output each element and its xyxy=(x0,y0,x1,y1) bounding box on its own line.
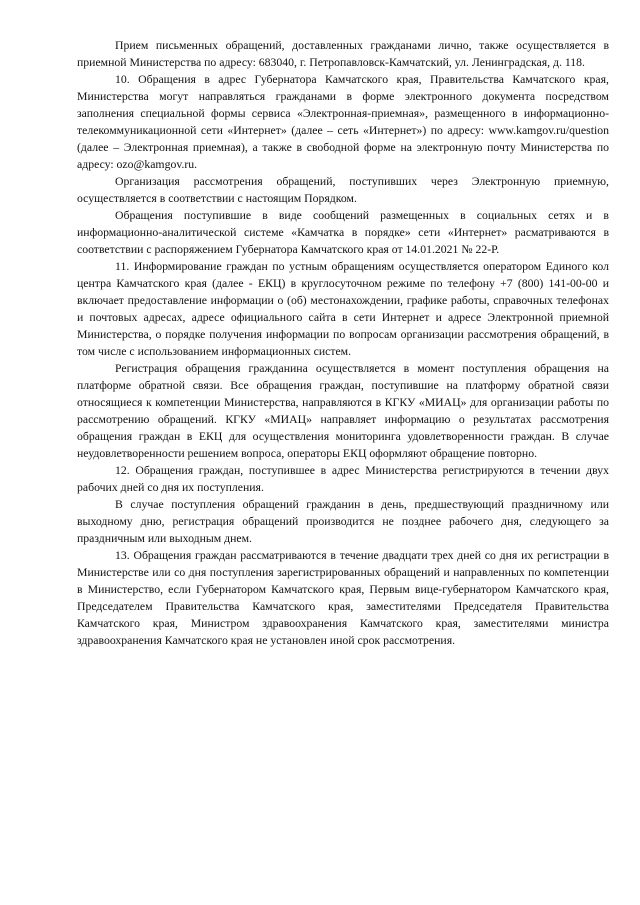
paragraph-electronic-reception-procedure: Организация рассмотрения обращений, поступивших через Электронную приемную, осуществляется в соответствии с настоящим Порядком. xyxy=(77,175,609,205)
paragraph-item-13-review-period: 13. Обращения граждан рассматриваются в течение двадцати трех дней со дня их регистрации в Министерстве или со дня поступления зарегистрированных обращений и направленных по компетенции в Министерство, если Губернатором Камчатского края, Первым вице-губернатором Камчатского края, Председателем Правительства Камчатского края, заместителями Председателя Правительства Камчатского края, Министром здравоохранения Камчатского края, заместителями министра здравоохранения Камчатского края не установлен иной срок рассмотрения. xyxy=(77,549,609,647)
paragraph-social-networks-appeals: Обращения поступившие в виде сообщений размещенных в социальных сетях и в информационно-аналитической системе «Камчатка в порядке» сети «Интернет» расматриваются в соответствии с распоряжением Губернатора Камчатского края от 14.01.2021 № 22-Р. xyxy=(77,209,609,256)
paragraph-feedback-platform-registration: Регистрация обращения гражданина осуществляется в момент поступления обращения на платформе обратной связи. Все обращения граждан, поступившие на платформу обратной связи относящиеся к компетенции Министерства, направляются в КГКУ «МИАЦ» для организации работы по рассмотрению обращений. КГКУ «МИАЦ» направляет информацию о результатах рассмотрения обращения граждан в ЕКЦ для осуществления мониторинга удовлетворенности граждан. В случае неудовлетворенности решением вопроса, операторы ЕКЦ оформляют обращение повторно. xyxy=(77,362,609,460)
paragraph-item-11-oral-appeals: 11. Информирование граждан по устным обращениям осуществляется оператором Единого кол центра Камчатского края (далее - ЕКЦ) в круглосуточном режиме по телефону +7 (800) 141-00-00 и включает предоставление информации о (об) местонахождении, графике работы, справочных телефонах и почтовых адресах, адресе официального сайта в сети Интернет и адресе Электронной приемной Министерства, о порядке получения информации по вопросам организации рассмотрения обращений, в том числе с использованием информационных систем. xyxy=(77,260,609,358)
document-body xyxy=(77,37,609,649)
paragraph-item-10-electronic-appeals: 10. Обращения в адрес Губернатора Камчатского края, Правительства Камчатского края, Министерства могут направляться гражданами в форме электронного документа посредством заполнения специальной формы сервиса «Электронная-приемная», размещенного в информационно-телекоммуникационной сети «Интернет» (далее – сеть «Интернет») по адресу: www.kamgov.ru/question (далее – Электронная приемная), а также в свободной форме на электронную почту Министерства по адресу: ozo@kamgov.ru. xyxy=(77,73,609,171)
paragraph-written-appeals-reception: Прием письменных обращений, доставленных гражданами лично, также осуществляется в приемной Министерства по адресу: 683040, г. Петропавловск-Камчатский, ул. Ленинградская, д. 118. xyxy=(77,39,609,69)
paragraph-item-12-registration-period: 12. Обращения граждан, поступившее в адрес Министерства регистрируются в течении двух рабочих дней со дня их поступления. xyxy=(77,464,609,494)
paragraph-holiday-registration: В случае поступления обращений гражданин в день, предшествующий праздничному или выходному дню, регистрация обращений производится не позднее рабочего дня, следующего за праздничным или выходным днем. xyxy=(77,498,609,545)
